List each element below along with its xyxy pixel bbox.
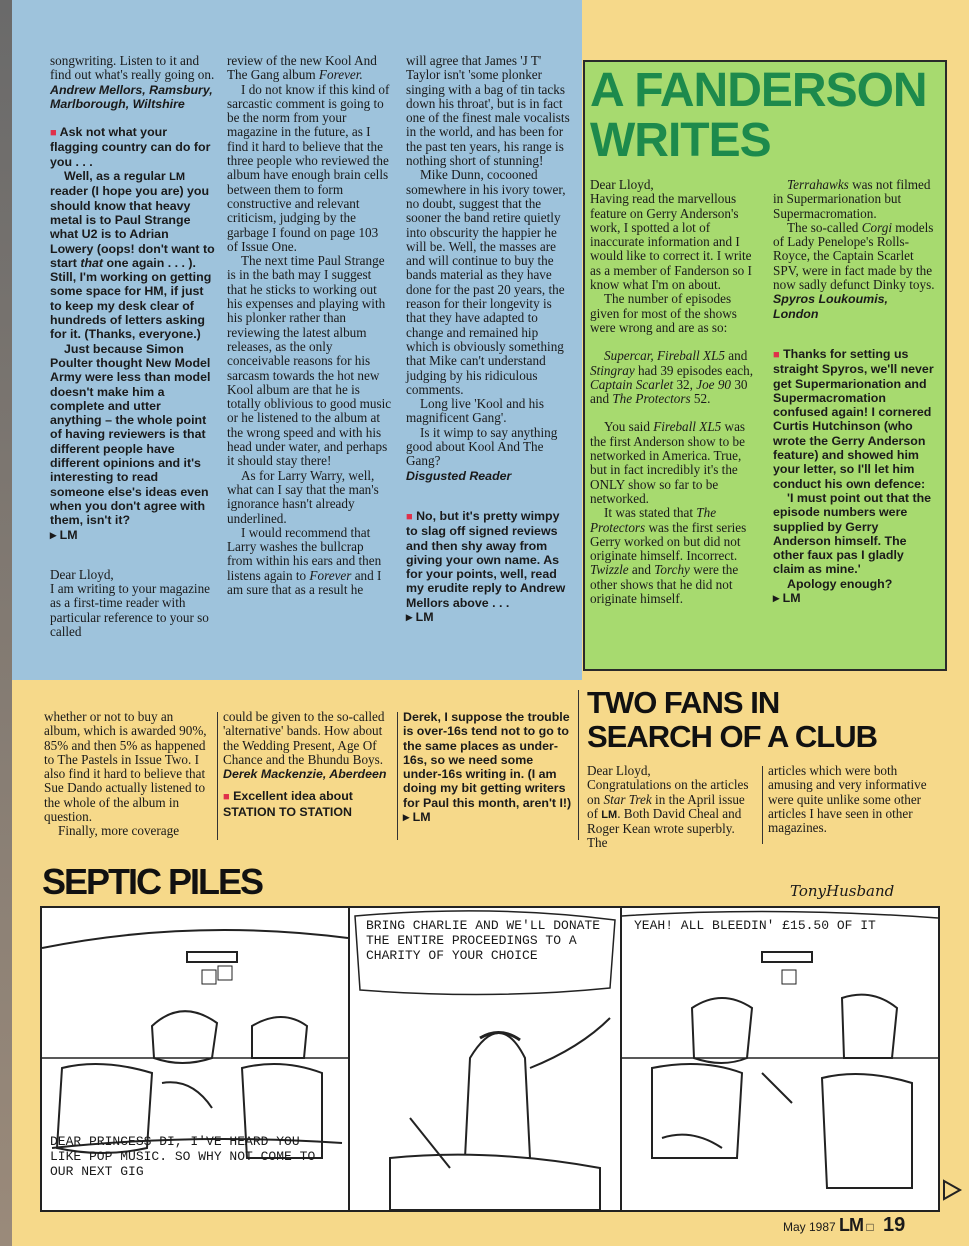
letter-text: I would recommend that Larry washes the bullcrap from within his ears and then listens again to Forever and I am sure that as a result he xyxy=(227,524,382,597)
reply-signature: ▸ LM xyxy=(406,609,434,624)
letters-column-1 xyxy=(50,54,215,639)
bullet-square-icon: ■ xyxy=(406,510,413,523)
footer-box-glyph: □ xyxy=(866,1220,874,1234)
letter-salutation: Dear Lloyd, xyxy=(587,763,651,778)
letter-text: The next time Paul Strange is in the bath may I suggest that he sticks to working out his expenses and playing with his plonker rather than reviewing the latest album releases, as the only conceivable reasons for his sarcasm towards the hot new Kool album are that he is totally oblivious to good music or he listened to the album at the wrong speed and with his head under water, and perhaps it should stay there! xyxy=(227,253,392,469)
next-page-arrow-icon xyxy=(941,1178,963,1202)
letter-salutation: Dear Lloyd, xyxy=(590,177,654,192)
letter-text: Having read the marvellous feature on Gerry Anderson's work, I spotted a lot of inaccurate information and I would like to correct it. I write as a member of Fanderson so I know what I'm on about. xyxy=(590,191,752,293)
editor-reply: Derek, I suppose the trouble is over-16s tend not to go to the same places as under-16s, so we need some under-16s writing in. (I am doing my bit getting writers for Paul this month, aren't I!) xyxy=(403,710,572,810)
letter-text: could be given to the so-called 'alternative' bands. How about the Wedding Present, Age Of Chance and the Bhundu Boys. xyxy=(223,709,385,767)
comic-title: SEPTIC PILES xyxy=(42,861,263,902)
editor-reply: Apology enough? xyxy=(787,576,893,591)
panel2-speech-bubble: BRING CHARLIE AND WE'LL DONATE THE ENTIRE PROCEEDINGS TO A CHARITY OF YOUR CHOICE xyxy=(366,918,601,963)
letter-signature: Spyros Loukoumis, London xyxy=(773,292,888,321)
letter-text: Is it wimp to say anything good about Kool And The Gang? xyxy=(406,424,558,469)
letters-column-3 xyxy=(406,54,572,624)
letter-text: It was stated that The Protectors was the first series Gerry worked on but did not originate himself. Incorrect. Twizzle and Torchy were the other shows that he did not originate himself. xyxy=(590,505,747,607)
bullet-square-icon: ■ xyxy=(773,348,780,361)
panel3-speech-bubble: YEAH! ALL BLEEDIN' £15.50 OF IT xyxy=(634,918,876,933)
twofans-heading: TWO FANS IN SEARCH OF A CLUB xyxy=(587,685,877,754)
issue-date: May 1987 xyxy=(783,1220,836,1234)
letter-signature: Derek Mackenzie, Aberdeen xyxy=(223,767,387,782)
editor-reply: Just because Simon Poulter thought New Model Army were less than model doesn't make him a complete and utter anything – the whole point of having reviewers is that different people have different opinions and it's interesting to read someone else's ideas even when you don't agree with them, isn't it? xyxy=(50,341,211,528)
continuation-column-3 xyxy=(403,710,573,824)
editor-reply: ■ No, but it's pretty wimpy to slag off signed reviews and then shy away from giving your own name. As for your points, well, read my erudite reply to Andrew Mellors above . . . xyxy=(406,508,566,610)
editor-reply: ■ Thanks for setting us straight Spyros, we'll never get Supermarionation and Supermacromation confused again! I cornered Curtis Hutchinson (who wrote the Gerry Anderson feature) and showed him your letter, so I'll let him conduct his own defence: xyxy=(773,346,934,491)
letter-text: The so-called Corgi models of Lady Penelope's Rolls-Royce, the Captain Scarlet SPV, were in fact made by the now sadly defunct Dinky toys. xyxy=(773,219,935,293)
letter-text: Mike Dunn, cocooned somewhere in his ivory tower, no doubt, suggest that the sooner the band retire quietly into obscurity the happier he will be. Well, the masses are and will continue to buy the bands material as they have done for the past 20 years, the reason for their longevity is that they have adapted to change and remained hip which is obviously something that Mike can't understand judging by his ridiculous comments. xyxy=(406,167,566,397)
letter-text: songwriting. Listen to it and find out what's really going on. xyxy=(50,53,215,83)
editor-quote: 'I must point out that the episode numbers were supplied by Gerry Anderson himself. The other faux pas I gladly claim as mine.' xyxy=(773,490,932,577)
letter-text: review of the new Kool And The Gang album Forever. xyxy=(227,53,377,83)
editor-reply: ■ Excellent idea about STATION TO STATION xyxy=(223,789,353,819)
page-footer xyxy=(783,1214,905,1237)
letter-text: Finally, more coverage xyxy=(58,823,180,839)
letter-text: Congratulations on the articles on Star Trek in the April issue of LM. Both David Cheal and Roger Kean wrote superbly. The xyxy=(587,777,749,851)
letter-signature: Andrew Mellors, Ramsbury, Marlborough, Wiltshire xyxy=(50,82,213,111)
letter-text: will agree that James 'J T' Taylor isn't 'some plonker singing with a bag of tin tacks down his throat', but is in fact one of the finest male vocalists in the world, and has been for the past ten years, his range is nothing short of stunning! xyxy=(406,53,570,169)
column-rule xyxy=(397,712,398,840)
letter-text: I do not know if this kind of sarcastic comment is going to be the norm from your magazine in the future, as I find it hard to believe that the three people who reviewed the album have enough brain cells between them to form constructive and relevant criticism, judging by the garbage I found on page 103 of Issue One. xyxy=(227,81,390,254)
comic-panel-1 xyxy=(42,908,350,1210)
fanderson-column-left xyxy=(590,178,756,606)
page-number: 19 xyxy=(882,1214,906,1236)
letter-text: Long live 'Kool and his magnificent Gang'. xyxy=(406,396,544,426)
editor-reply: ■ Ask not what your flagging country can do for you . . . xyxy=(50,125,211,169)
letter-text: Supercar, Fireball XL5 and Stingray had 39 episodes each, Captain Scarlet 32, Joe 90 30 and The Protectors 52. xyxy=(590,348,753,407)
comic-panel-3 xyxy=(622,908,940,1210)
comic-strip xyxy=(40,906,940,1212)
page-edge xyxy=(0,0,12,1246)
column-rule xyxy=(578,690,579,840)
letter-text: I am writing to your magazine as a first-time reader with particular reference to your so called xyxy=(50,581,211,639)
letter-text: articles which were both amusing and very informative were quite unlike some other articles I have seen in other magazines. xyxy=(768,763,927,836)
reply-signature: ▸ LM xyxy=(403,810,431,825)
letter-text: As for Larry Warry, well, what can I say that the man's ignorance hasn't already underlined. xyxy=(227,467,379,526)
continuation-column-2 xyxy=(223,710,391,819)
bullet-square-icon: ■ xyxy=(223,791,230,804)
letters-column-2 xyxy=(227,54,392,597)
artist-signature: TonyHusband xyxy=(790,882,895,900)
column-rule xyxy=(762,766,763,844)
letter-text: Terrahawks was not filmed in Supermarionation but Supermacromation. xyxy=(773,177,931,221)
car-back-seat-drawing xyxy=(622,908,938,1210)
fanderson-heading: A FANDERSON WRITES xyxy=(590,64,927,167)
fanderson-column-right xyxy=(773,178,935,605)
letter-signature: Disgusted Reader xyxy=(406,468,512,483)
magazine-logo: LM xyxy=(839,1215,864,1235)
twofans-column-right xyxy=(768,764,933,835)
comic-panel-2 xyxy=(350,908,622,1210)
letter-text: whether or not to buy an album, which is awarded 90%, 85% and then 5% as happened to The Pastels in Issue Two. I also find it hard to believe that Sue Dando actually listened to the whole of the album in question. xyxy=(44,709,207,825)
twofans-column-left xyxy=(587,764,757,851)
column-rule xyxy=(217,712,218,840)
panel1-caption: DEAR PRINCESS DI, I'VE HEARD YOU LIKE POP MUSIC. SO WHY NOT COME TO OUR NEXT GIG xyxy=(50,1134,316,1179)
reply-signature: ▸ LM xyxy=(50,527,78,542)
letter-text: You said Fireball XL5 was the first Anderson show to be networked in America. True, but in fact incredibly it's the ONLY show so far to be networked. xyxy=(590,419,746,506)
bullet-square-icon: ■ xyxy=(50,127,57,140)
letter-text: The number of episodes given for most of the shows were wrong and are as so: xyxy=(590,291,737,335)
letter-salutation: Dear Lloyd, xyxy=(50,566,114,582)
continuation-column-1 xyxy=(44,710,212,839)
editor-reply: Well, as a regular LM reader (I hope you are) you should know that heavy metal is to Paul Strange what U2 is to Adrian Lowery (oops! don't want to start that one again . . . ). Still, I'm working on getting some space for HM, if just to keep my desk clear of hundreds of letters asking for it. (Thanks, everyone.) xyxy=(50,169,215,342)
reply-signature: ▸ LM xyxy=(773,591,801,606)
